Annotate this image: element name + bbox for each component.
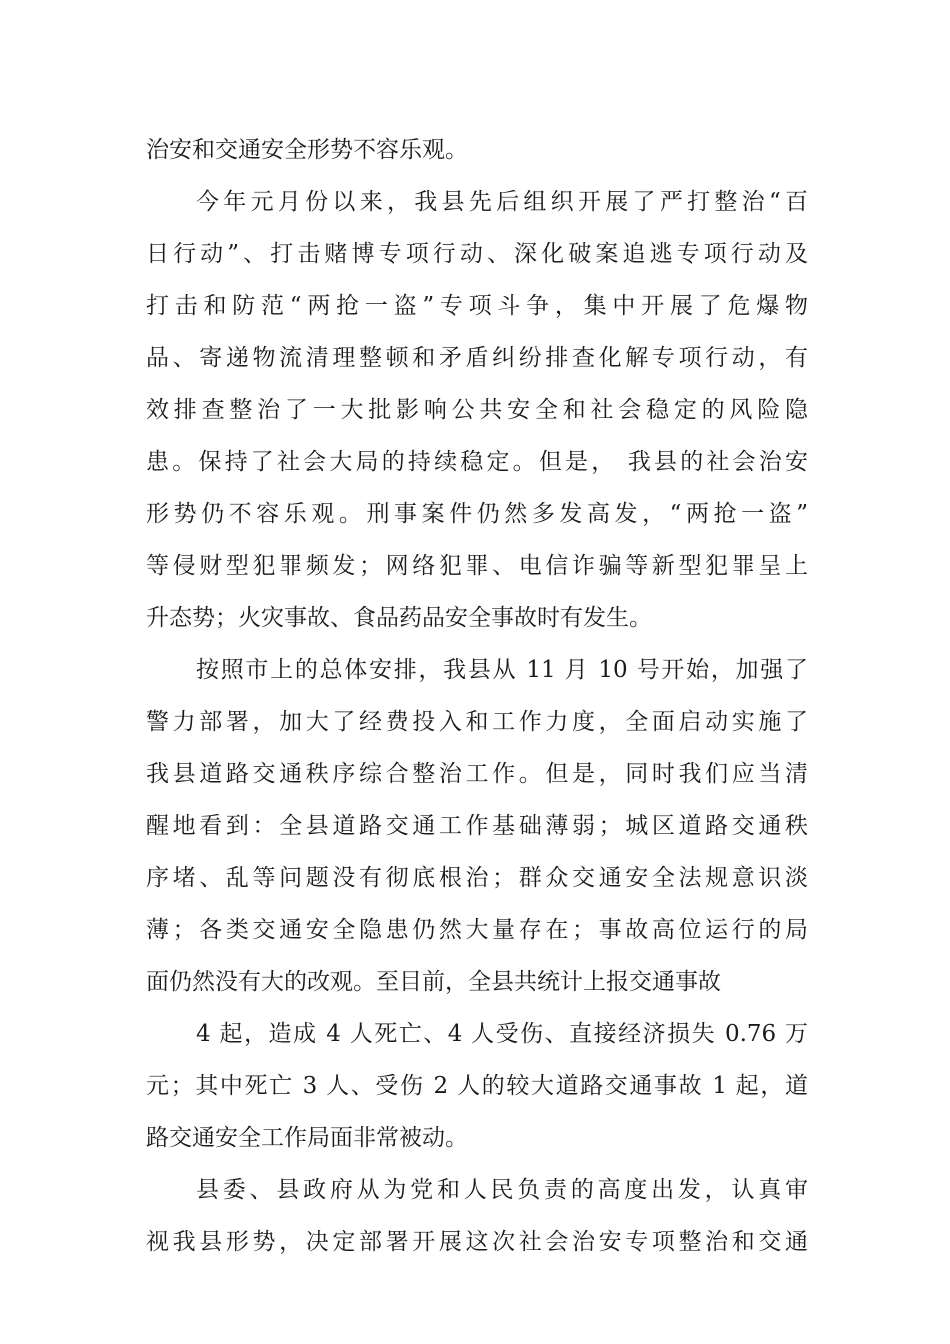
text-line: 治安和交通安全形势不容乐观。 — [146, 137, 468, 163]
text-line: 面仍然没有大的改观。至目前，全县共统计上报交通事故 — [146, 969, 721, 995]
text-line: 升态势；火灾事故、食品药品安全事故时有发生。 — [146, 605, 652, 631]
paragraph-start-line: 今年元月份以来，我县先后组织开展了严打整治“百 — [196, 189, 808, 215]
text-line: 效排查整治了一大批影响公共安全和社会稳定的风险隐 — [146, 397, 808, 423]
text-line: 序堵、乱等问题没有彻底根治；群众交通安全法规意识淡 — [146, 865, 808, 891]
paragraph-start-line: 4 起，造成 4 人死亡、4 人受伤、直接经济损失 0.76 万 — [196, 1021, 808, 1047]
paragraph-start-line: 按照市上的总体安排，我县从 11 月 10 号开始，加强了 — [196, 657, 808, 683]
paragraph-start-line: 县委、县政府从为党和人民负责的高度出发，认真审 — [196, 1177, 808, 1203]
text-line: 品、寄递物流清理整顿和矛盾纠纷排查化解专项行动，有 — [146, 345, 808, 371]
text-line: 视我县形势，决定部署开展这次社会治安专项整治和交通 — [146, 1229, 808, 1255]
text-line: 醒地看到：全县道路交通工作基础薄弱；城区道路交通秩 — [146, 813, 808, 839]
text-line: 患。保持了社会大局的持续稳定。但是， 我县的社会治安 — [146, 449, 808, 475]
text-line: 形势仍不容乐观。刑事案件仍然多发高发，“两抢一盗” — [146, 501, 808, 527]
text-line: 我县道路交通秩序综合整治工作。但是，同时我们应当清 — [146, 761, 808, 787]
text-line: 薄；各类交通安全隐患仍然大量存在；事故高位运行的局 — [146, 917, 808, 943]
document-body — [146, 124, 808, 1268]
text-line: 等侵财型犯罪频发；网络犯罪、电信诈骗等新型犯罪呈上 — [146, 553, 808, 579]
text-line: 元；其中死亡 3 人、受伤 2 人的较大道路交通事故 1 起，道 — [146, 1073, 808, 1099]
text-line: 打击和防范“两抢一盗”专项斗争，集中开展了危爆物 — [146, 293, 808, 319]
text-line: 警力部署，加大了经费投入和工作力度，全面启动实施了 — [146, 709, 808, 735]
text-line: 日行动”、打击赌博专项行动、深化破案追逃专项行动及 — [146, 241, 808, 267]
text-line: 路交通安全工作局面非常被动。 — [146, 1125, 468, 1151]
